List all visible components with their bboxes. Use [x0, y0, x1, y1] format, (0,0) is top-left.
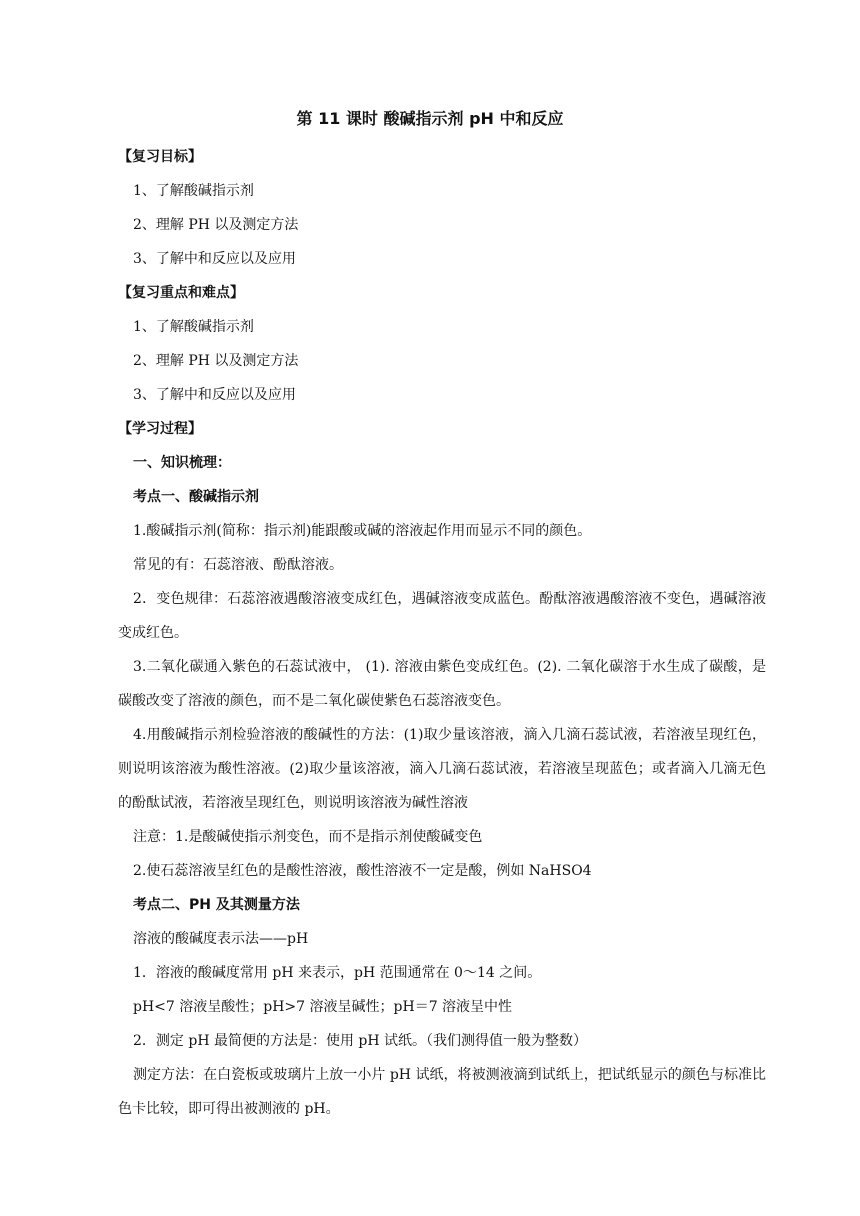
- review-goal-item: 3、了解中和反应以及应用: [133, 251, 296, 267]
- topic2-heading: 考点二、PH 及其测量方法: [133, 897, 300, 913]
- review-goal-item: 2、理解 PH 以及测定方法: [133, 217, 299, 233]
- topic1-paragraph: 4.用酸碱指示剂检验溶液的酸碱性的方法：(1)取少量该溶液，滴入几滴石蕊试液，若溶液呈现红色，则说明该溶液为酸性溶液。(2)取少量该溶液，滴入几滴石蕊试液，若溶液呈现蓝色；或者滴入几滴无色的酚酞试液，若溶液呈现红色，则说明该溶液为碱性溶液: [118, 727, 766, 811]
- key-point-item: 1、了解酸碱指示剂: [133, 319, 254, 335]
- topic1-heading: 考点一、酸碱指示剂: [133, 489, 259, 505]
- topic1-note: 2.使石蕊溶液呈红色的是酸性溶液，酸性溶液不一定是酸，例如 NaHSO4: [133, 863, 592, 879]
- topic2-paragraph: 测定方法：在白瓷板或玻璃片上放一小片 pH 试纸，将被测液滴到试纸上，把试纸显示的颜色与标准比色卡比较，即可得出被测液的 pH。: [118, 1067, 766, 1117]
- topic1-paragraph: 1.酸碱指示剂(简称：指示剂)能跟酸或碱的溶液起作用而显示不同的颜色。: [133, 523, 592, 539]
- knowledge-heading: 一、知识梳理：: [133, 455, 231, 471]
- topic2-paragraph: 2．测定 pH 最简便的方法是：使用 pH 试纸。（我们测得值一般为整数）: [133, 1033, 588, 1049]
- topic1-paragraph: 3.二氧化碳通入紫色的石蕊试液中， (1). 溶液由紫色变成红色。(2). 二氧化碳溶于水生成了碳酸，是碳酸改变了溶液的颜色，而不是二氧化碳使紫色石蕊溶液变色。: [118, 659, 766, 709]
- key-point-item: 3、了解中和反应以及应用: [133, 387, 296, 403]
- page-title: 第 11 课时 酸碱指示剂 pH 中和反应: [296, 109, 564, 128]
- key-point-item: 2、理解 PH 以及测定方法: [133, 353, 299, 369]
- learning-process-heading: 【学习过程】: [118, 421, 202, 437]
- topic1-paragraph: 2．变色规律：石蕊溶液遇酸溶液变成红色，遇碱溶液变成蓝色。酚酞溶液遇酸溶液不变色，遇碱溶液变成红色。: [118, 591, 766, 641]
- topic2-paragraph: pH<7 溶液呈酸性；pH>7 溶液呈碱性；pH＝7 溶液呈中性: [133, 999, 513, 1015]
- key-points-heading: 【复习重点和难点】: [118, 285, 244, 301]
- document-body: [118, 146, 766, 1132]
- topic2-paragraph: 溶液的酸碱度表示法——pH: [133, 931, 309, 947]
- topic1-note: 注意：1.是酸碱使指示剂变色，而不是指示剂使酸碱变色: [133, 829, 483, 845]
- topic2-paragraph: 1．溶液的酸碱度常用 pH 来表示，pH 范围通常在 0～14 之间。: [133, 965, 542, 981]
- review-goals-heading: 【复习目标】: [118, 149, 202, 165]
- review-goal-item: 1、了解酸碱指示剂: [133, 183, 254, 199]
- topic1-paragraph: 常见的有：石蕊溶液、酚酞溶液。: [133, 557, 343, 573]
